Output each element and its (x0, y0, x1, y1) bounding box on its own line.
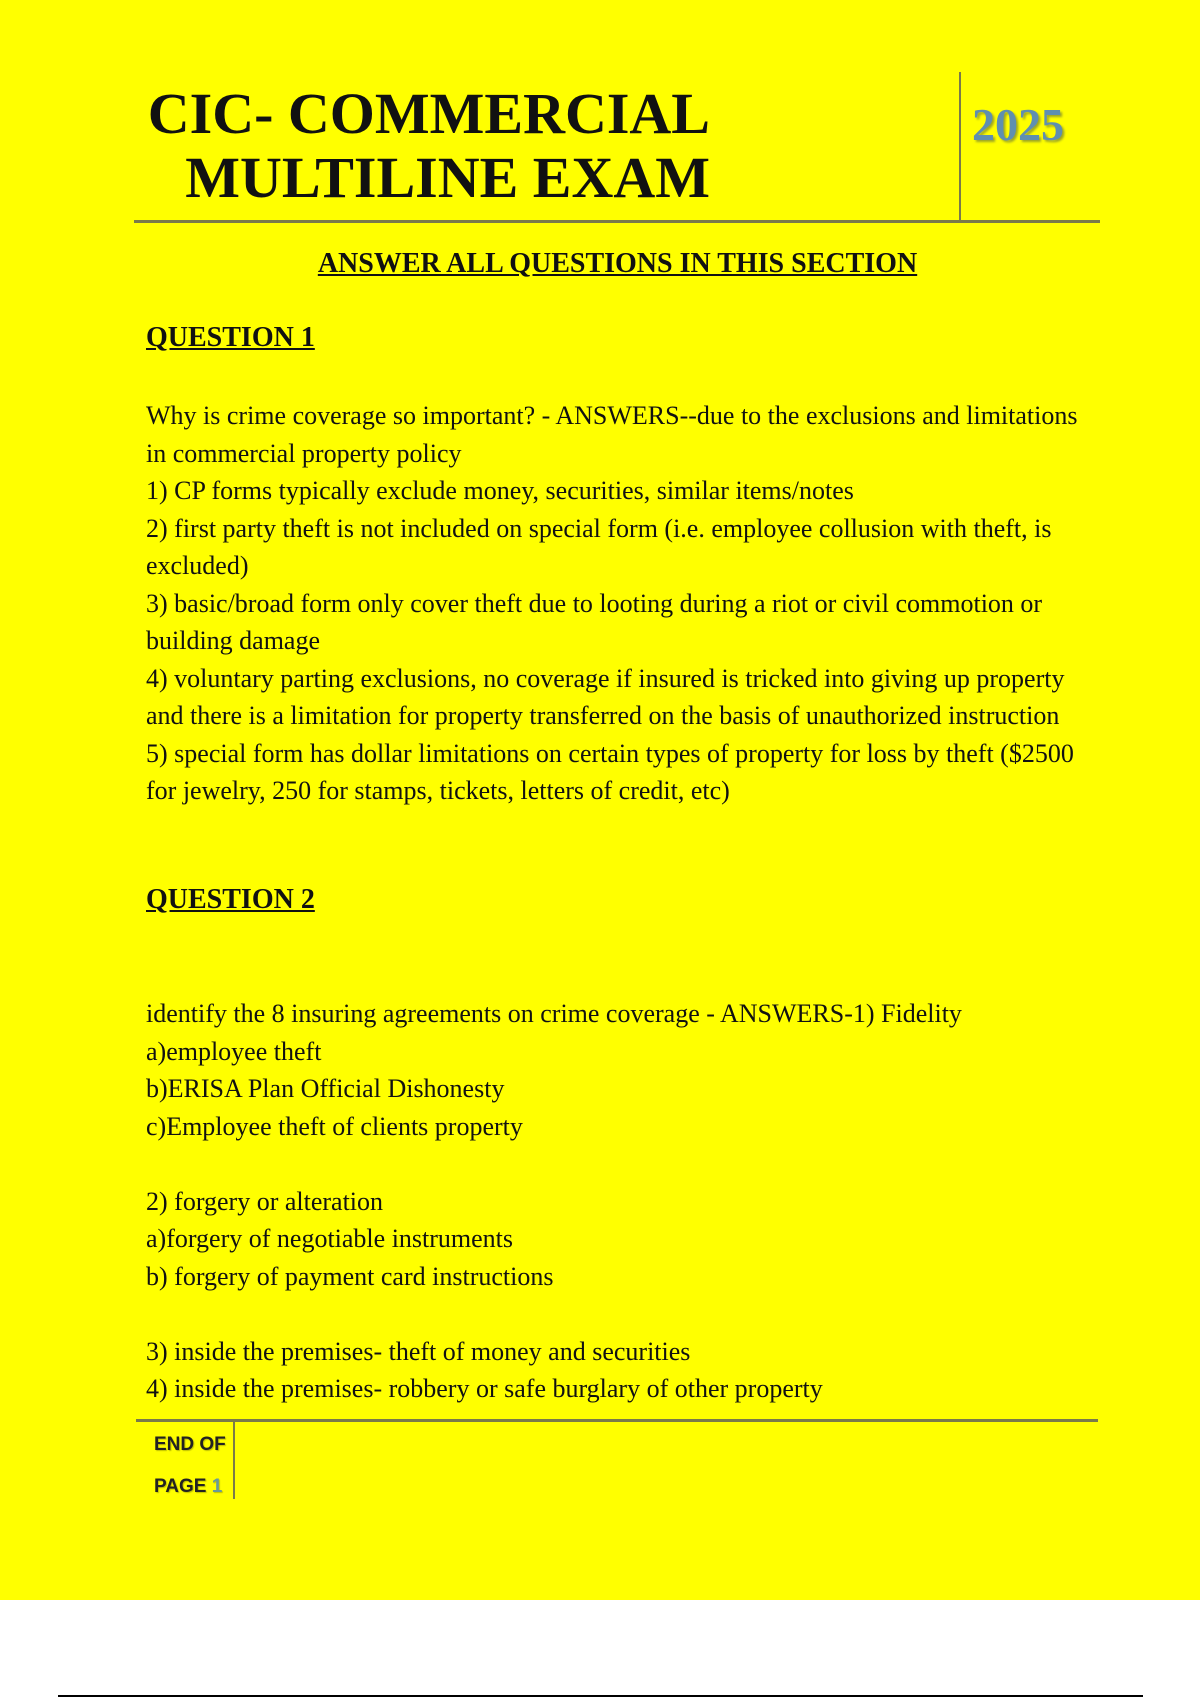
footer-page-number: 1 (211, 1476, 223, 1497)
question-2-heading: QUESTION 2 (146, 884, 315, 915)
title-divider-horizontal (134, 220, 1100, 223)
question-1-line: 1) CP forms typically exclude money, securities, similar items/notes (146, 476, 854, 505)
footer-divider-horizontal (136, 1419, 1098, 1422)
question-2-line: identify the 8 insuring agreements on crime coverage - ANSWERS-1) Fidelity (146, 999, 962, 1028)
paragraph-gap (146, 1145, 1096, 1183)
footer-page-label: PAGE (154, 1476, 207, 1497)
question-1-line: 5) special form has dollar limitations on certain types of property for loss by theft ($2500 for jewelry, 250 for stamps, tickets, letters of credit, etc) (146, 738, 1074, 805)
question-2-line: a)forgery of negotiable instruments (146, 1224, 514, 1253)
question-2-line: 4) inside the premises- robbery or safe burglary of other property (146, 1374, 823, 1403)
question-2-line: b)ERISA Plan Official Dishonesty (146, 1074, 505, 1103)
footer-divider-vertical (233, 1421, 235, 1499)
title-line-2: MULTILINE EXAM (185, 145, 710, 210)
document-title (148, 82, 710, 210)
bottom-rule (58, 1695, 1143, 1697)
title-line-1: CIC- COMMERCIAL (147, 81, 710, 146)
page-footer (154, 1424, 226, 1508)
title-block (134, 72, 1064, 222)
question-1-body (146, 397, 1096, 810)
question-2-body (146, 995, 1096, 1408)
question-1-line: Why is crime coverage so important? - ANSWERS--due to the exclusions and limitations in commercial property policy (146, 401, 1078, 468)
section-heading: ANSWER ALL QUESTIONS IN THIS SECTION (317, 248, 918, 279)
question-2-line: 2) forgery or alteration (146, 1186, 384, 1216)
question-1-line: 3) basic/broad form only cover theft due to looting during a riot or civil commotion or building damage (146, 588, 1043, 655)
question-1-line: 2) first party theft is not included on special form (i.e. employee collusion with theft, is excluded) (146, 513, 1052, 580)
question-1-heading: QUESTION 1 (146, 322, 315, 353)
question-1-line: 4) voluntary parting exclusions, no coverage if insured is tricked into giving up property and there is a limitation for property transferred on the basis of unauthorized instruction (146, 663, 1065, 730)
year-badge: 2025 (972, 99, 1064, 150)
question-2-line: 3) inside the premises- theft of money and securities (146, 1336, 691, 1366)
question-2-line: a)employee theft (146, 1036, 322, 1066)
question-2-line: c)Employee theft of clients property (146, 1111, 523, 1141)
question-2-line: b) forgery of payment card instructions (146, 1261, 554, 1291)
footer-line-2 (154, 1466, 226, 1508)
title-divider-vertical (959, 72, 961, 220)
footer-line-1: END OF (154, 1434, 226, 1455)
paragraph-gap (146, 1295, 1096, 1333)
